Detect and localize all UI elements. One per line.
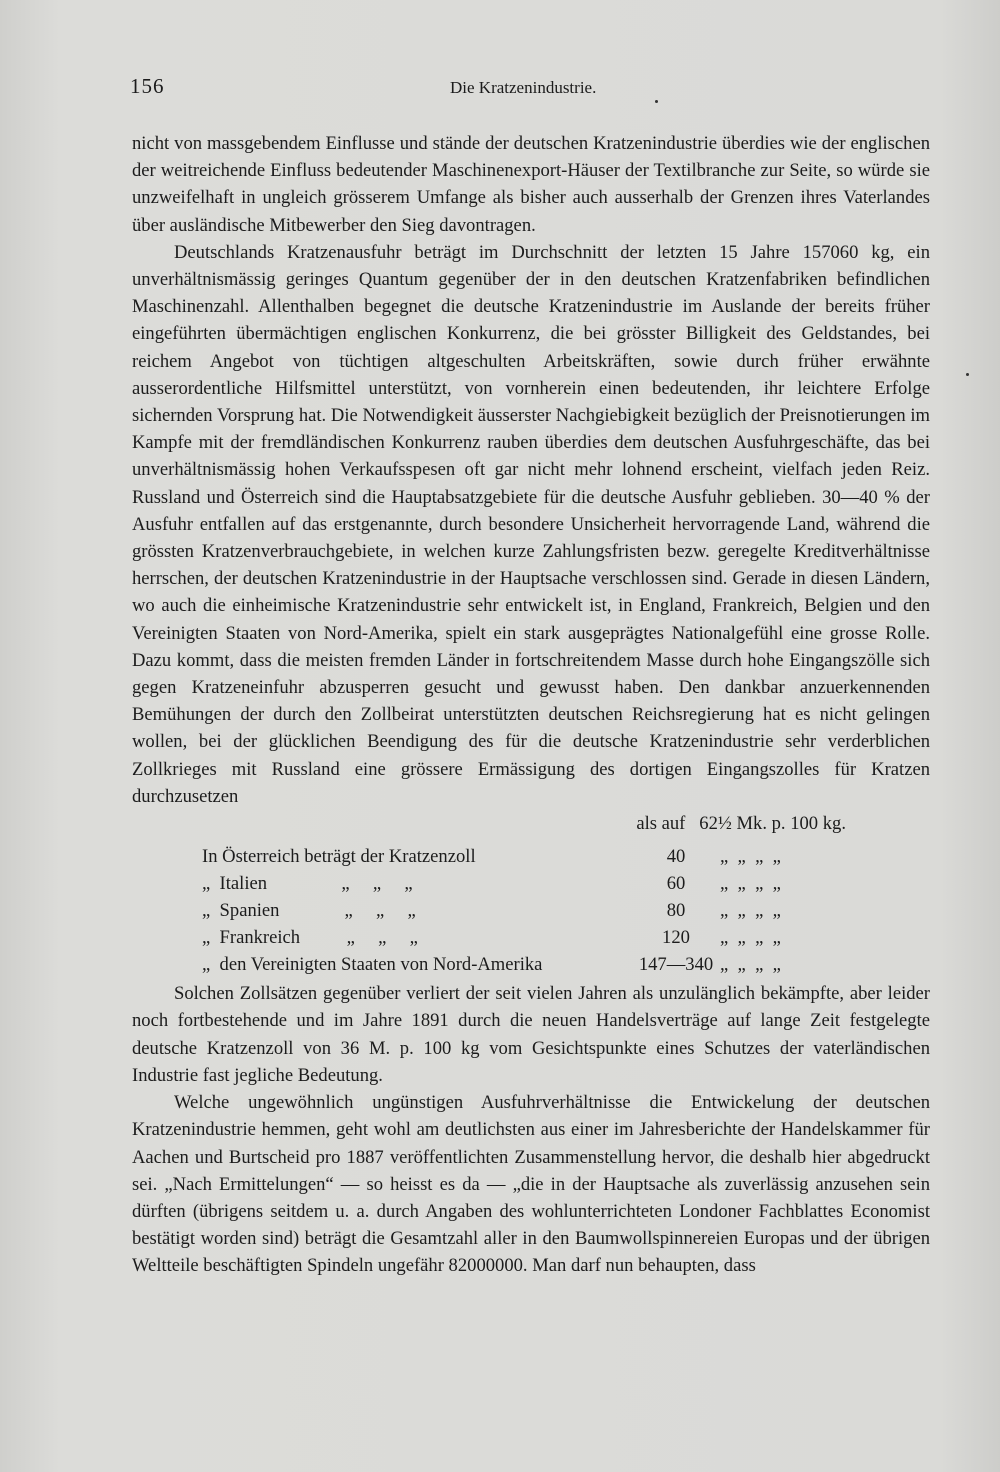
paragraph-4: Welche ungewöhnlich ungünstigen Ausfuhrverhältnisse die Entwickelung der deutschen Kratzenindustrie hemmen, geht wohl am deutlichsten aus einer im Jahresberichte der Handelskammer für Aachen und Burtscheid pro 1887 veröffentlichten Zusammenstellung hervor, die deshalb hier abgedruckt sei. „Nach Ermittelungen“ — so heisst es da — „die in der Hauptsache als zuverlässig anzusehen sein dürften (übrigens seitdem u. a. durch Angaben des wohlunterrichteten Londoner Fachblattes Economist bestätigt worden sind) beträgt die Gesamtzahl aller in den Baumwollspinnereien Europas und der übrigen Weltteile beschäftigten Spindeln ungefähr 82000000. Man darf nun behaupten, dass [132,1092,930,1277]
tariff-table [132,843,930,978]
tariff-row [132,924,930,951]
tariff-country: „ Spanien „ „ „ [202,900,416,922]
tariff-value: 40 [666,846,686,868]
tariff-ditto-marks: „ „ „ „ [720,900,781,922]
tariff-ditto-marks: „ „ „ „ [720,873,781,895]
paragraph-1: nicht von massgebendem Einflusse und stände der deutschen Kratzenindustrie überdies wie der englischen der weitreichende Einfluss bedeutender Maschinenexport-Häuser der Textilbranche zur Seite, so würde sie unzweifelhaft in ungleich grösserem Umfange als bisher auch ausserhalb der Grenzen ihres Vaterlandes über ausländische Mitbewerber den Sieg davontragen. [132,133,930,236]
tariff-value: 60 [666,873,686,895]
print-speck [655,100,658,103]
tariff-country: „ Frankreich „ „ „ [202,927,418,949]
tariff-country: „ Italien „ „ „ [202,873,413,895]
russia-tariff-amount: als auf 62½ Mk. p. 100 kg. [636,813,846,835]
tariff-ditto-marks: „ „ „ „ [720,927,781,949]
tariff-value: 80 [666,900,686,922]
print-speck [966,373,969,376]
page-number: 156 [130,74,165,98]
tariff-value: 147—340 [638,954,714,976]
tariff-country: „ den Vereinigten Staaten von Nord-Amerika [202,954,543,976]
tariff-value: 120 [662,927,690,949]
tariff-row [132,843,930,870]
paragraph-3: Solchen Zollsätzen gegenüber verliert der seit vielen Jahren als unzulänglich bekämpfte, aber leider noch fortbestehende und im Jahre 1891 durch die neuen Handelsverträge auf lange Zeit festgelegte deutsche Kratzenzoll von 36 M. p. 100 kg vom Gesichtspunkte eines Schutzes der vaterländischen Industrie fast jegliche Bedeutung. [132,983,930,1086]
paragraph-2: Deutschlands Kratzenausfuhr beträgt im Durchschnitt der letzten 15 Jahre 157060 kg, ein unverhältnismässig geringes Quantum gegenüber der in den deutschen Kratzenfabriken befindlichen Maschinenzahl. Allenthalben begegnet die deutsche Kratzenindustrie im Auslande der bereits früher eingeführten übermächtigen englischen Konkurrenz, die bei grösster Billigkeit des Geldstandes, bei reichem Angebot von tüchtigen altgeschulten Arbeitskräften, sowie durch früher erwähnte ausserordentliche Hilfsmittel unterstützt, von vornherein einen bedeutenden, ihr leichtere Erfolge sichernden Vorsprung hat. Die Notwendigkeit äusserster Nachgiebigkeit bezüglich der Preisnotierungen im Kampfe mit der fremdländischen Konkurrenz rauben überdies dem deutschen Ausfuhrgeschäfte, das bei unverhältnismässig hohen Verkaufsspesen oft gar nicht mehr lohnend erscheint, vielfach jeden Reiz. Russland und Österreich sind die Hauptabsatzgebiete für die deutsche Ausfuhr geblieben. 30—40 % der Ausfuhr entfallen auf das erstgenannte, durch besondere Unsicherheit hervorragende Land, während die grössten Kratzenverbrauchgebiete, in welchen kurze Zahlungsfristen bezw. geregelte Kreditverhältnisse herrschen, der deutschen Kratzenindustrie in der Hauptsache verschlossen sind. Gerade in diesen Ländern, wo auch die einheimische Kratzenindustrie sehr entwickelt ist, in England, Frankreich, Belgien und den Vereinigten Staaten von Nord-Amerika, spielt ein stark ausgeprägtes Nationalgefühl eine grosse Rolle. Dazu kommt, dass die meisten fremden Länder in fortschreitendem Masse durch hohe Eingangszölle sich gegen Kratzeneinfuhr abzusperren gesucht und gewusst haben. Den dankbar anzuerkennenden Bemühungen der durch den Zollbeirat unterstützten deutschen Reichsregierung hat es nicht gelingen wollen, bei der glücklichen Beendigung des für die deutsche Kratzenindustrie sehr verderblichen Zollkrieges mit Russland eine grössere Ermässigung des dortigen Eingangszolles für Kratzen durchzusetzen [132,241,930,807]
tariff-row [132,897,930,924]
page-header [130,74,930,104]
tariff-country: In Österreich beträgt der Kratzenzoll [202,846,476,868]
running-title: Die Kratzenindustrie. [450,78,597,97]
tariff-ditto-marks: „ „ „ „ [720,846,781,868]
body-text [132,130,930,1280]
tariff-row [132,870,930,897]
tariff-ditto-marks: „ „ „ „ [720,954,781,976]
tariff-row [132,951,930,978]
